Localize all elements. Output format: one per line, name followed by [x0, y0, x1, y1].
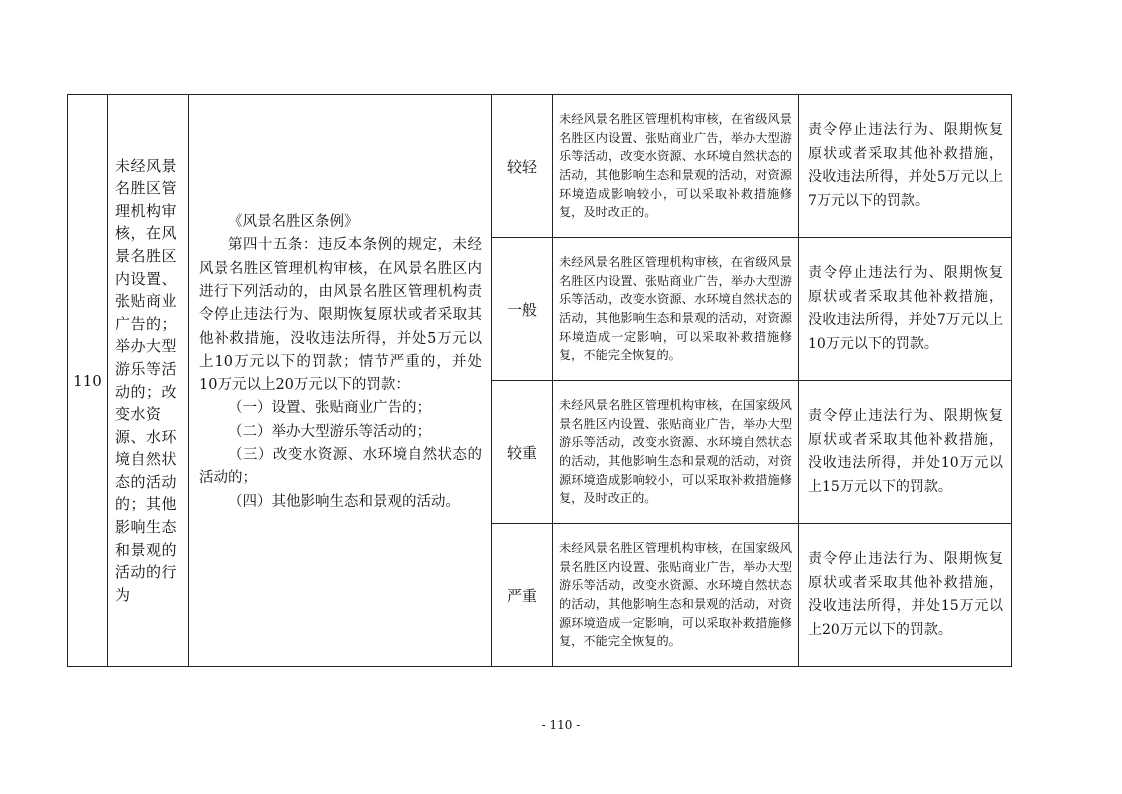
severity-level-cell	[492, 95, 553, 238]
penalty-cell	[799, 524, 1012, 667]
legal-basis	[189, 211, 491, 514]
law-item: （四）其他影响生态和景观的活动。	[228, 493, 460, 510]
penalty-cell	[799, 381, 1012, 524]
severity-level: 较轻	[506, 157, 537, 176]
law-item: （一）设置、张贴商业广告的；	[228, 400, 431, 417]
law-title: 《风景名胜区条例》	[228, 214, 359, 231]
circumstance-text: 未经风景名胜区管理机构审核，在省级风景名胜区内设置、张贴商业广告，举办大型游乐等活动，改变水资源、水环境自然状态的活动，其他影响生态和景观的活动，对资源环境造成影响较小，可以采取补救措施修复，及时改正的。	[559, 112, 792, 220]
penalty-text: 责令停止违法行为、限期恢复原状或者采取其他补救措施，没收违法所得，并处10万元以上15万元以下的罚款。	[808, 408, 1003, 495]
law-item: （二）举办大型游乐等活动的；	[228, 423, 431, 440]
item-number-cell	[68, 95, 108, 667]
circumstance-cell	[553, 524, 799, 667]
severity-level: 较重	[506, 443, 537, 462]
law-item: （三）改变水资源、水环境自然状态的活动的；	[199, 447, 482, 487]
violation-act-text: 未经风景名胜区管理机构审核，在风景名胜区内设置、张贴商业广告的；举办大型游乐等活动的；改变水资源、水环境自然状态的活动的；其他影响生态和景观的活动的行为	[115, 156, 178, 604]
legal-basis-cell	[189, 95, 492, 667]
penalty-discretion-table	[67, 94, 1012, 667]
penalty-text: 责令停止违法行为、限期恢复原状或者采取其他补救措施，没收违法所得，并处5万元以上7万元以下的罚款。	[808, 122, 1003, 209]
severity-level-cell	[492, 238, 553, 381]
severity-level-cell	[492, 524, 553, 667]
circumstance-cell	[553, 95, 799, 238]
severity-level-cell	[492, 381, 553, 524]
circumstance-text: 未经风景名胜区管理机构审核，在国家级风景名胜区内设置、张贴商业广告，举办大型游乐等活动，改变水资源、水环境自然状态的活动，其他影响生态和景观的活动，对资源环境造成影响较小，可以采取补救措施修复，及时改正的。	[559, 398, 792, 506]
penalty-text: 责令停止违法行为、限期恢复原状或者采取其他补救措施，没收违法所得，并处7万元以上10万元以下的罚款。	[808, 265, 1003, 352]
law-article: 第四十五条：违反本条例的规定，未经风景名胜区管理机构审核，在风景名胜区内进行下列活动的，由风景名胜区管理机构责令停止违法行为、限期恢复原状或者采取其他补救措施，没收违法所得，并处5万元以上10万元以下的罚款；情节严重的，并处10万元以上20万元以下的罚款：	[199, 237, 482, 394]
circumstance-text: 未经风景名胜区管理机构审核，在国家级风景名胜区内设置、张贴商业广告，举办大型游乐等活动，改变水资源、水环境自然状态的活动，其他影响生态和景观的活动，对资源环境造成一定影响，可以采取补救措施修复，不能完全恢复的。	[559, 541, 792, 649]
severity-level: 严重	[506, 586, 537, 605]
circumstance-cell	[553, 381, 799, 524]
page-number: - 110 -	[541, 718, 581, 732]
item-number: 110	[73, 371, 102, 390]
violation-act-cell	[108, 95, 189, 667]
table-row	[68, 95, 1012, 238]
severity-level: 一般	[506, 300, 537, 319]
penalty-cell	[799, 95, 1012, 238]
circumstance-cell	[553, 238, 799, 381]
penalty-text: 责令停止违法行为、限期恢复原状或者采取其他补救措施，没收违法所得，并处15万元以上20万元以下的罚款。	[808, 551, 1003, 638]
circumstance-text: 未经风景名胜区管理机构审核，在省级风景名胜区内设置、张贴商业广告，举办大型游乐等活动，改变水资源、水环境自然状态的活动，其他影响生态和景观的活动，对资源环境造成一定影响，可以采取补救措施修复，不能完全恢复的。	[559, 255, 792, 363]
penalty-cell	[799, 238, 1012, 381]
